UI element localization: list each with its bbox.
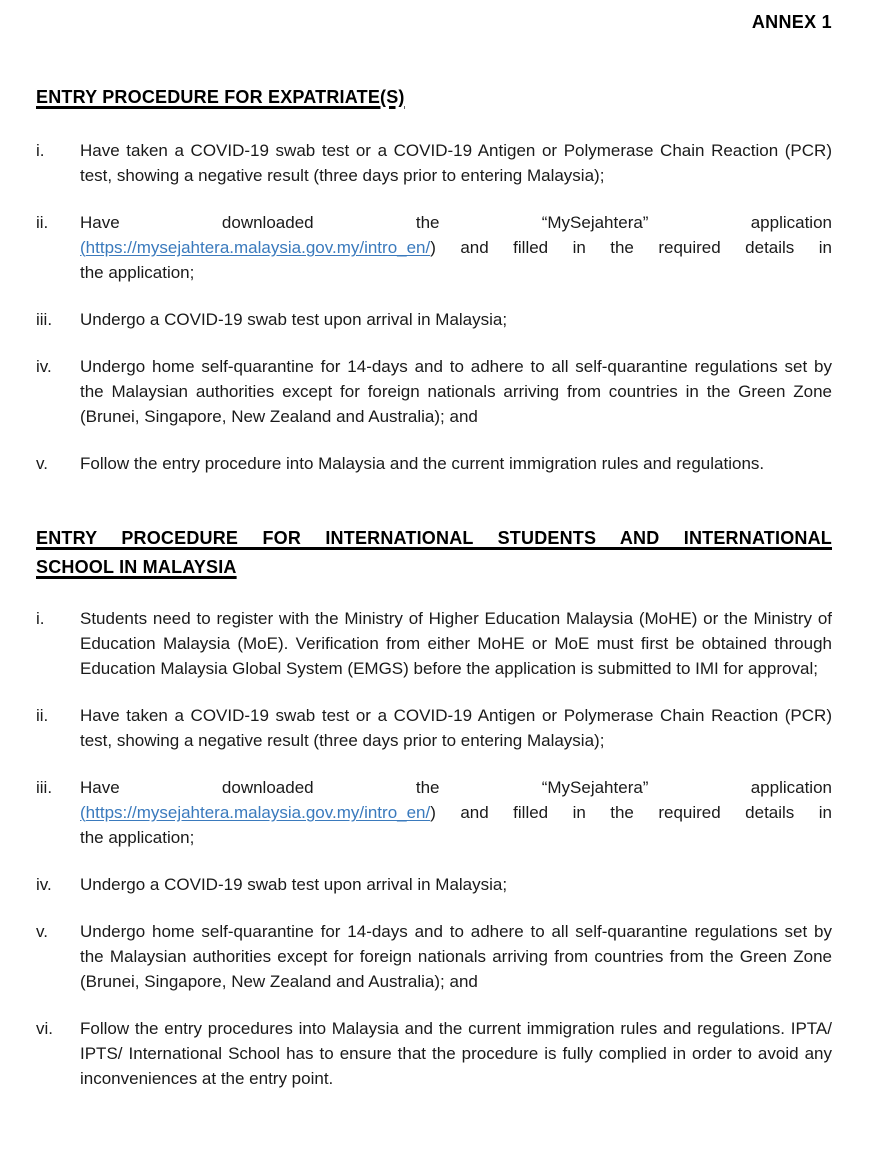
item-text-line: Have downloaded the “MySejahtera” application <box>80 213 832 232</box>
item-text-line: the application; <box>80 263 195 282</box>
item-text: Follow the entry procedure into Malaysia and the current immigration rules and regulations. <box>80 454 765 473</box>
item-number: iv. <box>36 875 52 894</box>
item-number: iii. <box>36 310 53 329</box>
section-students-heading-line2: SCHOOL IN MALAYSIA <box>36 557 237 577</box>
item-text <box>80 775 832 850</box>
item-text: Have taken a COVID-19 swab test or a COVID-19 Antigen or Polymerase Chain Reaction (PCR) test, showing a negative result (three days prior to entering Malaysia); <box>80 141 832 185</box>
list-item-v <box>36 451 832 476</box>
list-item-iii <box>36 775 832 850</box>
item-text: Have taken a COVID-19 swab test or a COVID-19 Antigen or Polymerase Chain Reaction (PCR) test, showing a negative result (three days prior to entering Malaysia); <box>80 706 832 750</box>
item-number: i. <box>36 141 45 160</box>
item-number: ii. <box>36 706 49 725</box>
list-item-ii <box>36 210 832 285</box>
item-text-after-link: ) and filled in the required details in <box>430 238 832 257</box>
annex-label: ANNEX 1 <box>751 12 832 32</box>
item-text: Students need to register with the Ministry of Higher Education Malaysia (MoHE) or the Ministry of Education Malaysia (MoE). Verification from either MoHE or MoE must first be obtained through Education Malaysia Global System (EMGS) before the application is submitted to IMI for approval; <box>80 609 832 678</box>
item-text-line <box>80 800 832 825</box>
list-item-i <box>36 606 832 681</box>
list-item-iv <box>36 872 832 897</box>
item-text-line: Have downloaded the “MySejahtera” application <box>80 778 832 797</box>
section-expatriates-heading: ENTRY PROCEDURE FOR EXPATRIATE(S) <box>36 87 405 107</box>
expatriates-list <box>36 138 832 476</box>
item-number: iii. <box>36 778 53 797</box>
item-text-line: the application; <box>80 828 195 847</box>
list-item-iii <box>36 307 832 332</box>
list-item-vi <box>36 1016 832 1091</box>
item-number: iv. <box>36 357 52 376</box>
link-open-paren: ( <box>80 238 86 257</box>
list-item-ii <box>36 703 832 753</box>
mysejahtera-link[interactable]: https://mysejahtera.malaysia.gov.my/intro_en/ <box>85 803 431 822</box>
list-item-iv <box>36 354 832 429</box>
item-number: i. <box>36 609 45 628</box>
item-text: Undergo home self-quarantine for 14-days and to adhere to all self-quarantine regulations set by the Malaysian authorities except for foreign nationals arriving from countries from the Green Zone (Brunei, Singapore, New Zealand and Australia); and <box>80 922 832 991</box>
item-number: ii. <box>36 213 49 232</box>
item-text <box>80 210 832 285</box>
mysejahtera-link[interactable]: https://mysejahtera.malaysia.gov.my/intro_en/ <box>85 238 431 257</box>
item-text: Undergo home self-quarantine for 14-days and to adhere to all self-quarantine regulations set by the Malaysian authorities except for foreign nationals arriving from countries in the Green Zone (Brunei, Singapore, New Zealand and Australia); and <box>80 357 832 426</box>
item-text: Undergo a COVID-19 swab test upon arrival in Malaysia; <box>80 310 508 329</box>
item-text: Undergo a COVID-19 swab test upon arrival in Malaysia; <box>80 875 508 894</box>
list-item-v <box>36 919 832 994</box>
students-list <box>36 606 832 1091</box>
section-students-heading <box>36 524 832 582</box>
section-students-heading-line1: ENTRY PROCEDURE FOR INTERNATIONAL STUDENTS AND INTERNATIONAL <box>36 528 832 548</box>
item-text: Follow the entry procedures into Malaysia and the current immigration rules and regulations. IPTA/ IPTS/ International School has to ensure that the procedure is fully complied in order to avoid any inconveniences at the entry point. <box>80 1019 832 1088</box>
item-number: vi. <box>36 1019 53 1038</box>
link-open-paren: ( <box>80 803 86 822</box>
item-text-after-link: ) and filled in the required details in <box>430 803 832 822</box>
list-item-i <box>36 138 832 188</box>
item-number: v. <box>36 454 48 473</box>
item-number: v. <box>36 922 48 941</box>
item-text-line <box>80 235 832 260</box>
